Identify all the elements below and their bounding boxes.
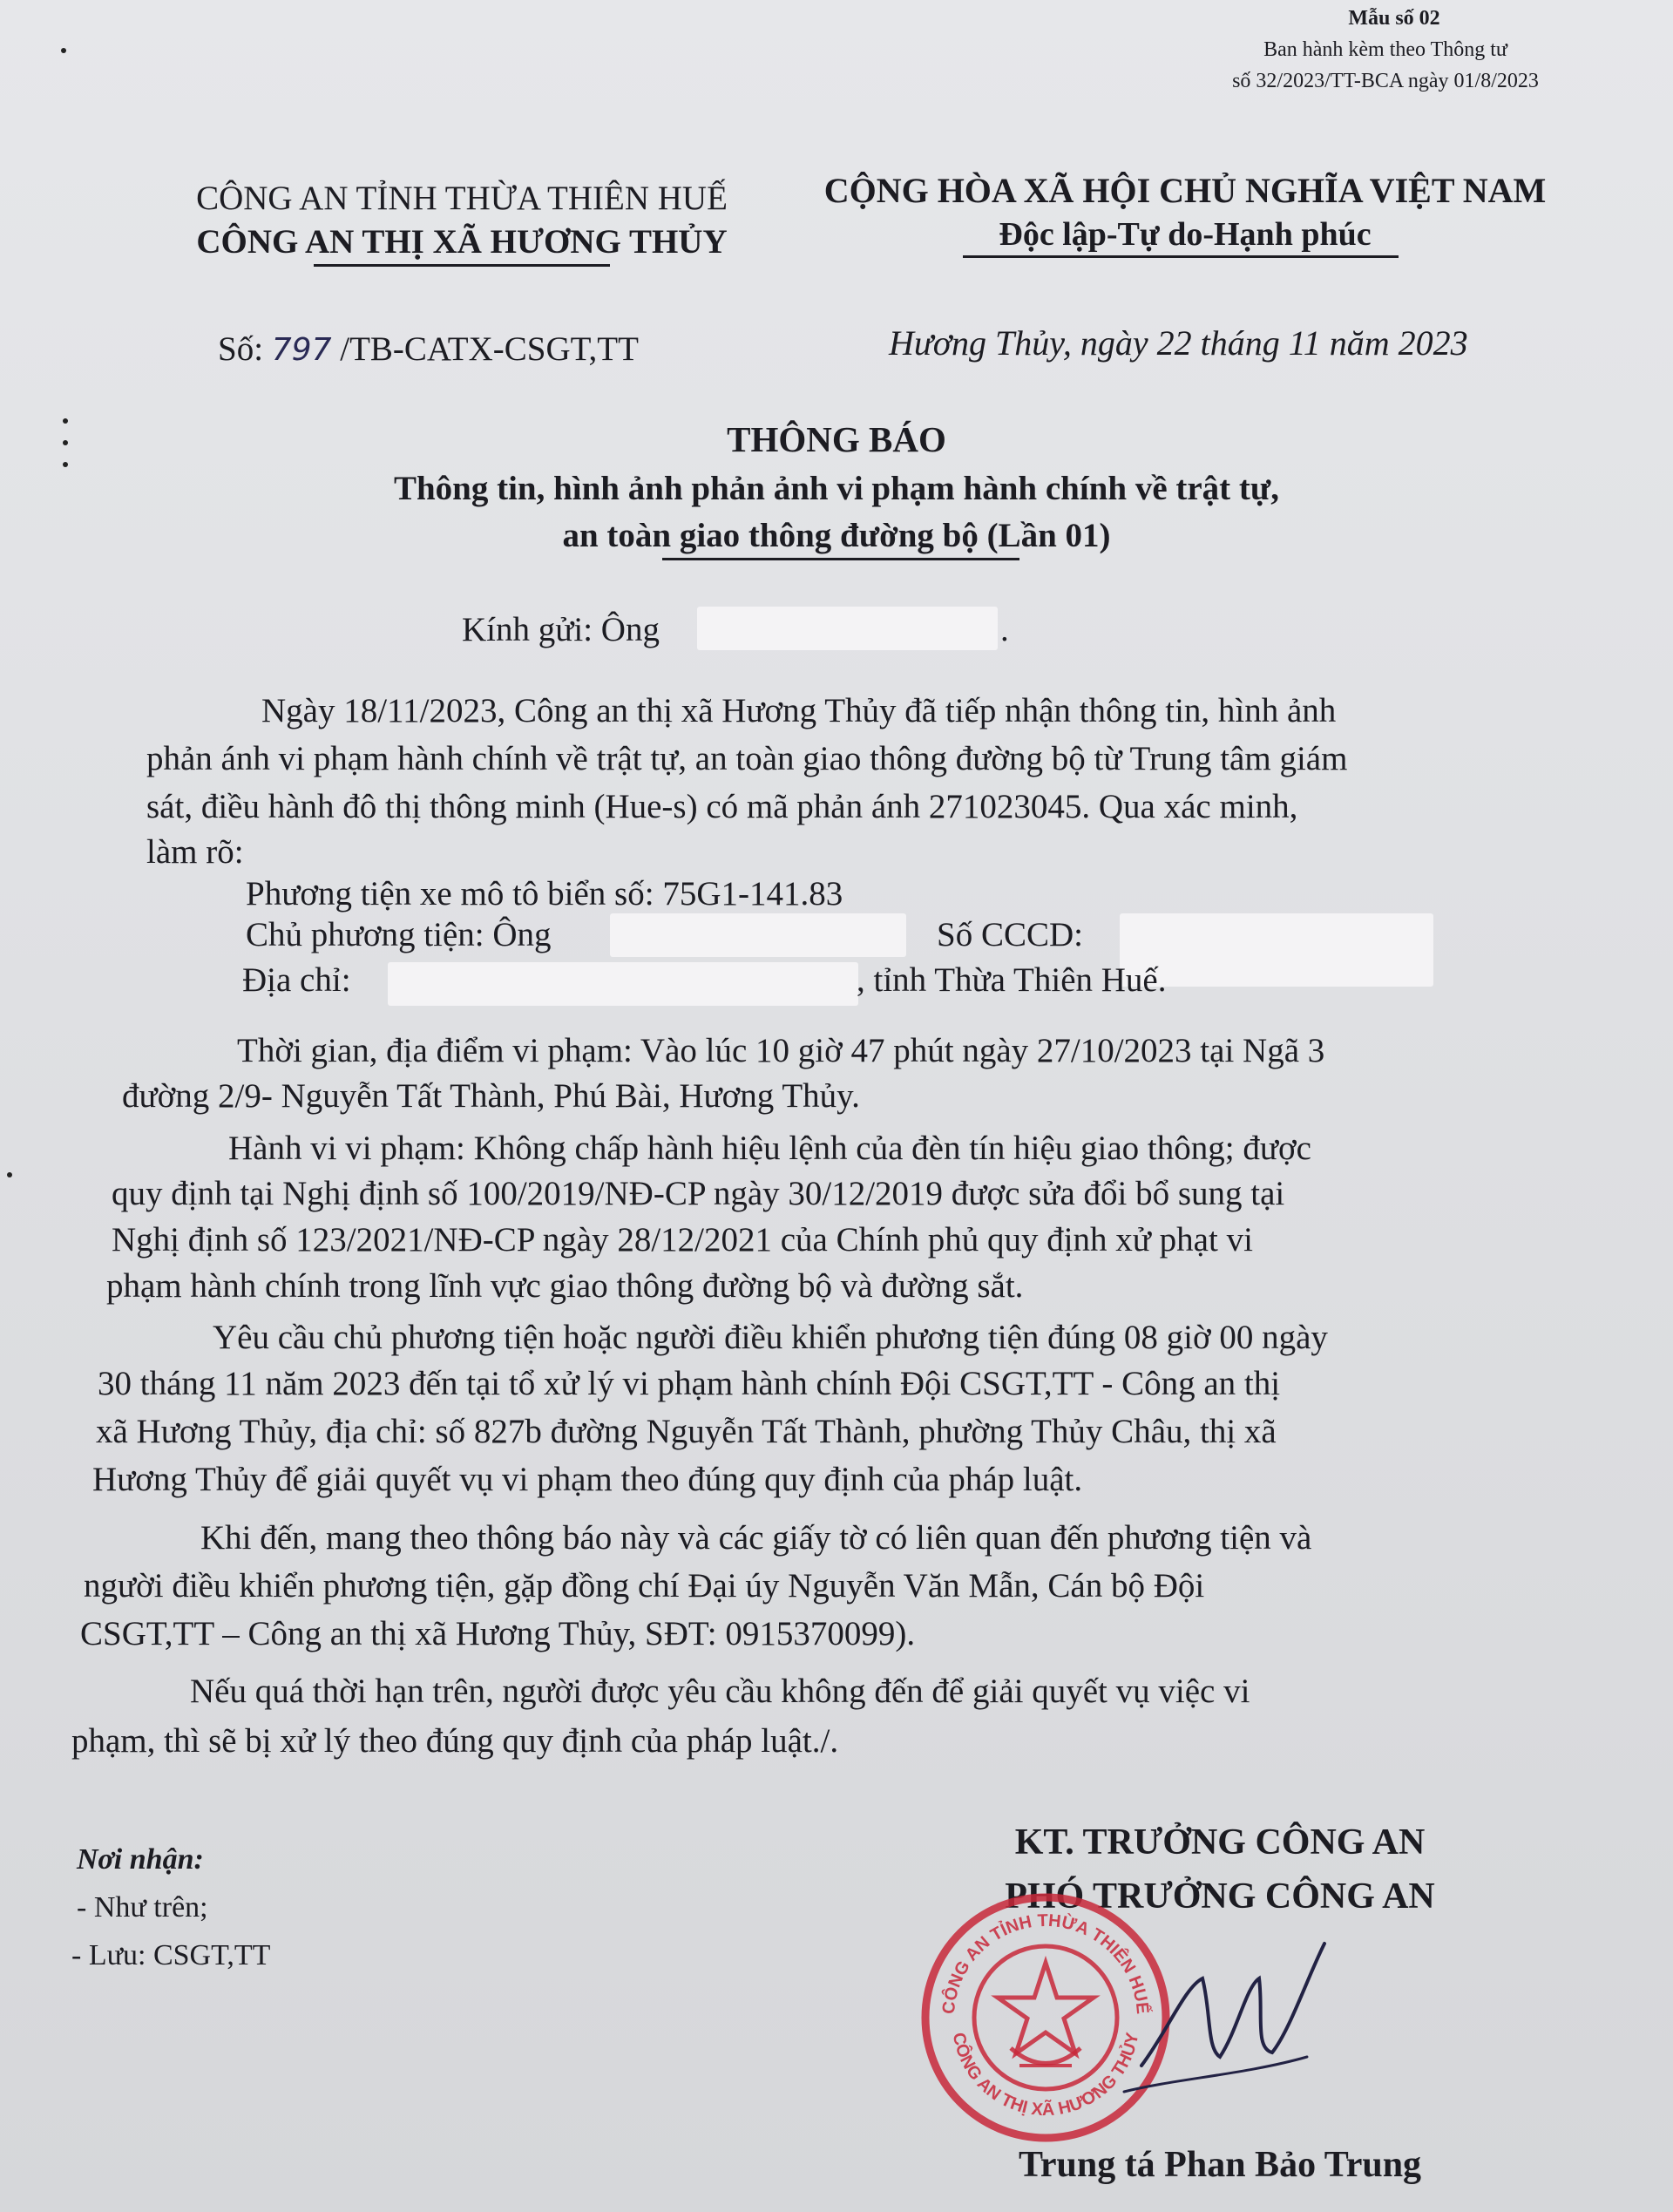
notice-subtitle-line2: an toàn giao thông đường bộ (Lần 01) [562,517,1111,554]
subtitle-underline [662,558,1019,560]
seal-bottom-text: CÔNG AN THỊ XÃ HƯƠNG THỦY [948,2031,1143,2120]
violation-line3: Nghị định số 123/2021/NĐ-CP ngày 28/12/2021 của Chính phủ quy định xử phạt vi [112,1221,1253,1259]
form-issued-line2: số 32/2023/TT-BCA ngày 01/8/2023 [1232,70,1539,92]
redacted-id-box [1120,913,1433,987]
signature-title2: PHÓ TRƯỞNG CÔNG AN [1005,1876,1435,1917]
agency-name: CÔNG AN THỊ XÃ HƯƠNG THỦY [196,223,728,261]
doc-number-suffix: /TB-CATX-CSGT,TT [340,330,639,368]
notice-title: THÔNG BÁO [727,419,946,459]
time-line2: đường 2/9- Nguyễn Tất Thành, Phú Bài, Hương Thủy. [122,1077,860,1115]
motto-underline [963,255,1399,258]
seal-top-text: CÔNG AN TỈNH THỪA THIÊN HUẾ [938,1910,1153,2015]
recipients-title: Nơi nhận: [77,1843,204,1876]
margin-mark [63,462,68,467]
doc-number-handwritten: 797 [271,332,332,368]
redacted-address-box [388,962,858,1006]
redacted-name-box [697,607,998,650]
addressee-label: Kính gửi: Ông [462,611,660,648]
request-line2: 30 tháng 11 năm 2023 đến tại tổ xử lý vi phạm hành chính Đội CSGT,TT - Công an thị [98,1365,1281,1402]
id-label: Số CCCD: [937,916,1083,953]
recipients-item2: - Lưu: CSGT,TT [71,1939,271,1971]
p1-line2: phản ánh vi phạm hành chính về trật tự, an toàn giao thông đường bộ từ Trung tâm giám [146,740,1348,777]
redacted-owner-box [610,913,906,957]
national-motto: Độc lập-Tự do-Hạnh phúc [999,216,1372,253]
request-line4: Hương Thủy để giải quyết vụ vi phạm theo đúng quy định của pháp luật. [92,1461,1083,1498]
request-line1: Yêu cầu chủ phương tiện hoặc người điều khiển phương tiện đúng 08 giờ 00 ngày [213,1319,1328,1356]
handwritten-signature-icon [1107,1926,1333,2118]
warning-line1: Nếu quá thời hạn trên, người được yêu cầu không đến để giải quyết vụ việc vi [190,1673,1250,1710]
bring-line3: CSGT,TT – Công an thị xã Hương Thủy, SĐT: 0915370099). [80,1615,916,1652]
violation-line1: Hành vi vi phạm: Không chấp hành hiệu lệnh của đèn tín hiệu giao thông; được [228,1130,1311,1167]
doc-number-prefix: Số: [218,330,264,368]
form-number: Mẫu số 02 [1348,7,1440,30]
form-issued-line1: Ban hành kèm theo Thông tư [1263,38,1507,61]
p1-line3: sát, điều hành đô thị thông minh (Hue-s) có mã phản ánh 271023045. Qua xác minh, [146,788,1298,825]
signature-title1: KT. TRƯỞNG CÔNG AN [1014,1822,1426,1863]
bring-line1: Khi đến, mang theo thông báo này và các giấy tờ có liên quan đến phương tiện và [200,1519,1312,1557]
addressee-end: . [1000,611,1009,648]
margin-mark [61,48,66,53]
request-line3: xã Hương Thủy, địa chỉ: số 827b đường Nguyễn Tất Thành, phường Thủy Châu, thị xã [96,1413,1277,1450]
margin-mark [63,440,68,445]
violation-line2: quy định tại Nghị định số 100/2019/NĐ-CP ngày 30/12/2019 được sửa đổi bổ sung tại [112,1175,1285,1212]
recipients-item1: - Như trên; [77,1891,208,1924]
bring-line2: người điều khiển phương tiện, gặp đồng chí Đại úy Nguyễn Văn Mẫn, Cán bộ Đội [84,1567,1205,1605]
agency-parent: CÔNG AN TỈNH THỪA THIÊN HUẾ [196,180,728,217]
p1-line1: Ngày 18/11/2023, Công an thị xã Hương Thủy đã tiếp nhận thông tin, hình ảnh [261,692,1337,729]
warning-line2: phạm, thì sẽ bị xử lý theo đúng quy định của pháp luật./. [71,1722,839,1760]
p1-line4: làm rõ: [146,833,244,871]
agency-underline [314,264,610,267]
signer-name: Trung tá Phan Bảo Trung [1018,2145,1422,2185]
address-end: , tỉnh Thừa Thiên Huế. [857,961,1167,999]
margin-mark [7,1172,12,1177]
owner-label: Chủ phương tiện: Ông [246,916,552,953]
doc-number [218,329,639,369]
time-line1: Thời gian, địa điểm vi phạm: Vào lúc 10 giờ 47 phút ngày 27/10/2023 tại Ngã 3 [237,1032,1325,1069]
vehicle-plate: Phương tiện xe mô tô biển số: 75G1-141.83 [246,875,843,913]
address-label: Địa chỉ: [242,961,351,999]
margin-mark [63,418,68,424]
national-title: CỘNG HÒA XÃ HỘI CHỦ NGHĨA VIỆT NAM [823,171,1547,210]
violation-line4: phạm hành chính trong lĩnh vực giao thông đường bộ và đường sắt. [106,1267,1024,1305]
date-place: Hương Thủy, ngày 22 tháng 11 năm 2023 [889,323,1468,363]
notice-subtitle-line1: Thông tin, hình ảnh phản ảnh vi phạm hành chính về trật tự, [393,470,1280,507]
